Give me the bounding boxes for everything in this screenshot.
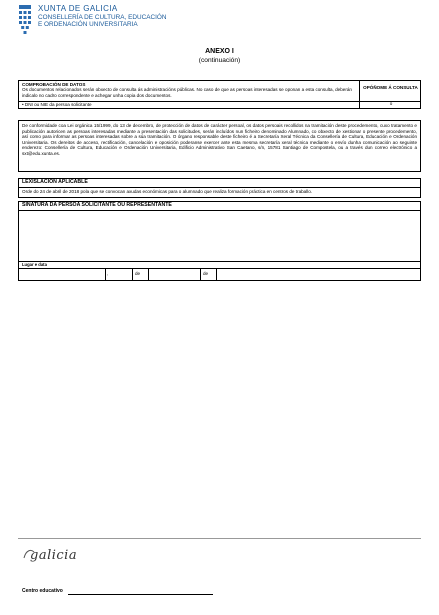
signature-section <box>18 201 421 281</box>
date-de-1: de <box>135 271 141 276</box>
signature-area[interactable] <box>22 213 417 259</box>
data-protection-notice <box>18 120 421 172</box>
department-line-2: E ORDENACIÓN UNIVERSITARIA <box>38 21 138 28</box>
place-date-label: Lugar e data <box>22 262 47 267</box>
divider <box>200 268 201 280</box>
date-de-2: de <box>203 271 209 276</box>
data-verification-section <box>18 80 421 109</box>
footer-divider <box>18 538 421 539</box>
verification-text: Os documentos relacionados serán obxecto de consulta ás administracións públicas. No caso de que as persoas interesadas se oponan a esta consulta, deberán indicalo no cadro correspondente e achegar unha copia dos documentos. <box>22 87 352 98</box>
oppose-consultation-header: OPÓÑOME Á CONSULTA <box>359 81 421 101</box>
day-field[interactable] <box>111 269 131 280</box>
educational-centre-field[interactable] <box>68 594 213 595</box>
verification-heading: COMPROBACIÓN DE DATOS <box>22 82 86 87</box>
divider <box>19 261 420 262</box>
divider <box>19 187 420 188</box>
id-document-oppose-checkbox[interactable]: o <box>359 101 422 108</box>
month-field[interactable] <box>149 269 199 280</box>
divider <box>19 210 420 211</box>
divider <box>105 268 109 280</box>
divider <box>132 268 133 280</box>
data-protection-text: De conformidade coa Lei orgánica 15/1999, do 13 de decembro, de protección de datos de carácter persoal, os datos persoais recollidos na tramitación deste procedemento, cuxo tratamento e publicación autoricen as persoas interesadas mediante a presentación das solicitudes, serán incluídos nun ficheiro denominado Alumnado, co obxecto de xestionar o presente procedemento, así como para informar as persoas interesadas sobre a súa tramitación. O órgano responsable deste ficheiro é a Secretaría Xeral Técnica da Consellería de Cultura, Educación e Ordenación Universitaria. Os dereitos de acceso, rectificación, cancelación e oposición poderanse exercer ante esta mesma secretaría xeral técnica mediante o envío dunha comunicación ao seguinte enderezo: Consellería de Cultura, Educación e Ordenación Universitaria, Edificio Administrativo San Caetano, s/n, 15781 Santiago de Compostela, ou a través dun correo electrónico a sxt@edu.xunta.es. <box>22 123 417 156</box>
place-field[interactable] <box>22 269 109 280</box>
xunta-coat-of-arms-icon <box>18 5 32 35</box>
id-document-item-label: • DNI ou NIE da persoa solicitante <box>22 102 92 107</box>
place-comma: , <box>107 271 109 276</box>
org-name: XUNTA DE GALICIA <box>38 4 118 13</box>
year-field[interactable] <box>217 269 417 280</box>
legislation-heading: LEXISLACIÓN APLICABLE <box>22 179 88 185</box>
annex-subtitle: (continuación) <box>198 57 241 64</box>
annex-title: ANEXO I <box>205 48 234 55</box>
galicia-logo: galicia <box>30 548 78 563</box>
department-line-1: CONSELLERÍA DE CULTURA, EDUCACIÓN <box>38 14 167 21</box>
legislation-text: Orde do 24 de abril de 2018 pola que se convocan axudas económicas para o alumnado que realiza formación práctica en centros de traballo. <box>22 189 313 194</box>
applicable-legislation-section <box>18 178 421 198</box>
signature-heading: SINATURA DA PERSOA SOLICITANTE OU REPRESENTANTE <box>22 202 172 208</box>
educational-centre-label: Centro educativo <box>22 588 63 594</box>
